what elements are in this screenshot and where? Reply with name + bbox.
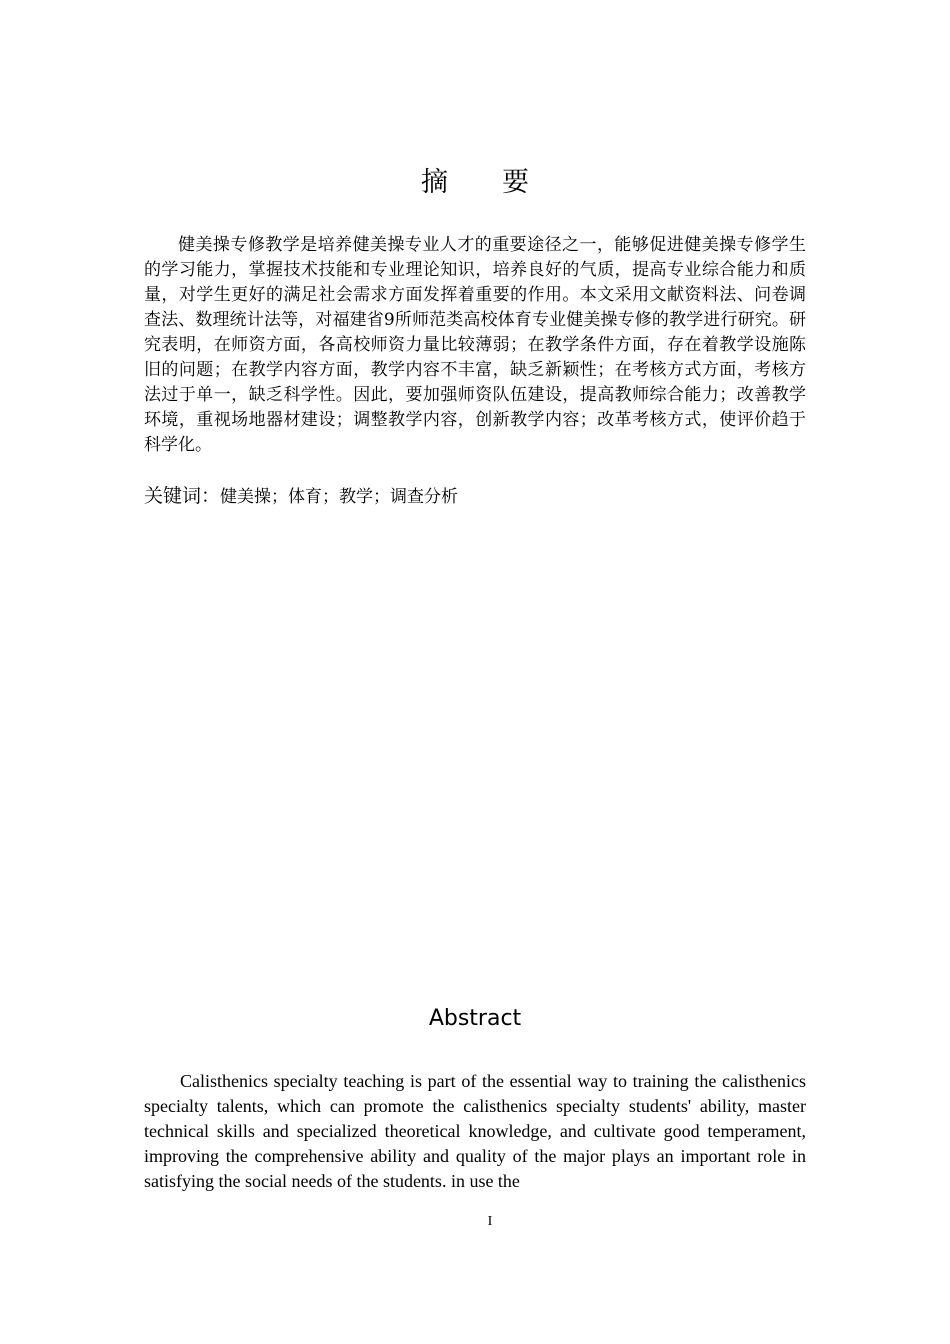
chinese-abstract-title: 摘要 — [421, 167, 583, 198]
keywords-line — [144, 484, 806, 510]
english-abstract-title: Abstract — [428, 1006, 522, 1031]
english-abstract-body: Calisthenics specialty teaching is part of the essential way to training the calisthenics specialty talents, which can promote the calisthenics specialty students' ability, master technical skills and specialized theoretical knowledge, and cultivate good temperament, improving the comprehensive ability and quality of the major plays an important role in satisfying the social needs of the students. in use the — [144, 1071, 806, 1191]
chinese-abstract-body: 健美操专修教学是培养健美操专业人才的重要途径之一，能够促进健美操专修学生的学习能力，掌握技术技能和专业理论知识，培养良好的气质，提高专业综合能力和质量，对学生更好的满足社会需求方面发挥着重要的作用。本文采用文献资料法、问卷调查法、数理统计法等，对福建省9所师范类高校体育专业健美操专修的教学进行研究。研究表明，在师资方面，各高校师资力量比较薄弱；在教学条件方面，存在着教学设施陈旧的问题；在教学内容方面，教学内容不丰富，缺乏新颖性；在考核方式方面，考核方法过于单一，缺乏科学性。因此，要加强师资队伍建设，提高教师综合能力；改善教学环境，重视场地器材建设；调整教学内容，创新教学内容；改革考核方式，使评价趋于科学化。 — [144, 235, 806, 455]
page-number: I — [487, 1214, 493, 1229]
keywords-label: 关键词： — [144, 485, 221, 507]
keywords-text: 健美操；体育；教学；调查分析 — [220, 487, 459, 507]
